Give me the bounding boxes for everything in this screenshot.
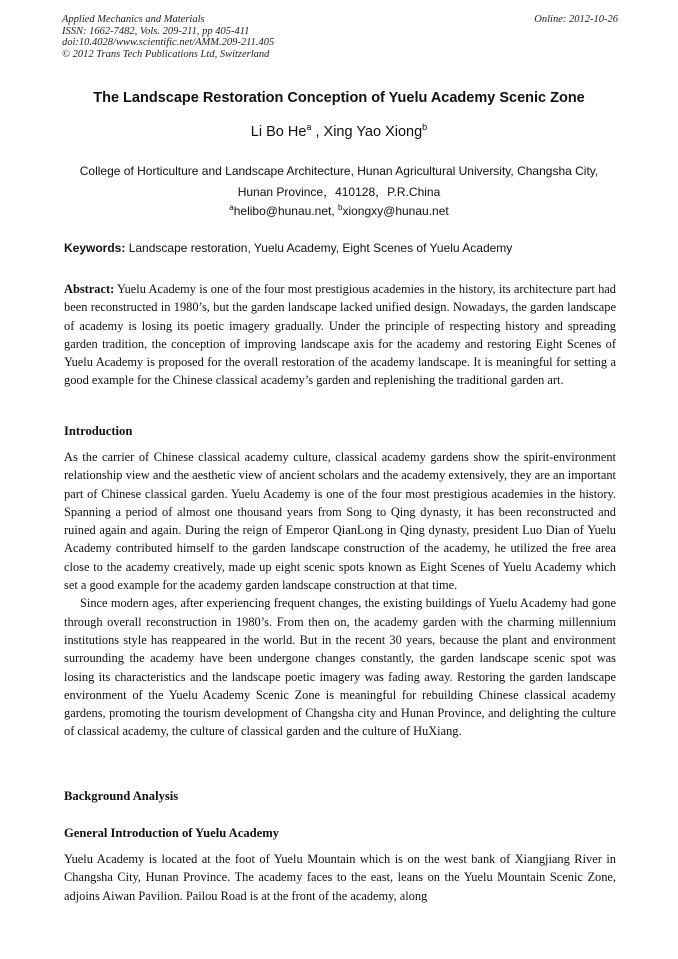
online-date: Online: 2012-10-26 [534, 14, 618, 25]
introduction-body [64, 448, 616, 741]
affiliation-line-1: College of Horticulture and Landscape Architecture, Hunan Agricultural University, Changsha City, [79, 164, 599, 178]
keywords [64, 241, 616, 255]
keywords-text: Landscape restoration, Yuelu Academy, Eight Scenes of Yuelu Academy [125, 241, 513, 255]
introduction-heading: Introduction [64, 424, 133, 438]
abstract-label: Abstract: [64, 282, 115, 296]
affiliation-line-2: Hunan Province，410128，P.R.China [237, 185, 441, 199]
journal-header [62, 14, 618, 60]
abstract [64, 280, 616, 390]
paper-title: The Landscape Restoration Conception of Yuelu Academy Scenic Zone [93, 90, 585, 106]
author-2: Xing Yao Xiong [323, 123, 423, 140]
keywords-label: Keywords: [64, 241, 126, 255]
author-line [40, 122, 638, 140]
abstract-text: Yuelu Academy is one of the four most prestigious academies in the history, its architecture part had been reconstructed in 1980’s, but the garden landscape lacked unified design. Nowadays, the garden landscape of academy is losing its poetic imagery gradually. Under the principle of respecting history and spreading garden tradition, the conception of improving landscape axis for the academy and restoring Eight Scenes of Yuelu Academy is proposed for the overall restoration of the academy landscape. It is meaningful for setting a good example for the Chinese classical academy’s garden and replenishing the traditional garden art. [64, 282, 616, 388]
affiliation [50, 161, 628, 203]
introduction-paragraph-2: Since modern ages, after experiencing frequent changes, the existing buildings of Yuelu Academy had gone through overall reconstruction in 1980’s. From then on, the academy garden with the charming millennium institutions style has reappeared in the world. But in the recent 30 years, because the plant and environment surrounding the academy have been undergone changes constantly, the garden landscape scenic spot was losing its characteristics and the landscape poetic imagery was fading away. Restoring the garden landscape environment of the Yuelu Academy Scenic Zone is meaningful for rebuilding Chinese classical academy gardens, promoting the tourism development of Changsha city and Hunan Province, and delighting the culture of classical academy, the culture of classical garden and the culture of HuXiang. [64, 596, 616, 739]
introduction-paragraph-1: As the carrier of Chinese classical academy culture, classical academy gardens show the spirit-environment relationship view and the aesthetic view of ancient scholars and the academy extensively, they are an important part of Chinese classical garden. Yuelu Academy is one of the four most prestigious academies in the history. Spanning a period of almost one thousand years from Song to Qing dynasty, it has been reconstructed and ruined again and again. During the reign of Emperor QianLong in Qing dynasty, president Luo Dian of Yuelu Academy contributed himself to the garden landscape construction of the academy, he utilized the free area close to the academy creatively, made up eight scenic spots known as Eight Scenes of Yuelu Academy which set a good example for the academy garden landscape construction at that time. [64, 450, 616, 593]
journal-name: Applied Mechanics and Materials [62, 14, 205, 25]
issn-line: ISSN: 1662-7482, Vols. 209-211, pp 405-411 [62, 25, 250, 37]
email-b-sup: b [338, 203, 343, 212]
email-line [40, 203, 638, 218]
author-1-sup: a [306, 122, 312, 132]
email-b: xiongxy@hunau.net [342, 204, 449, 218]
general-intro-paragraph-1: Yuelu Academy is located at the foot of Yuelu Mountain which is on the west bank of Xiangjiang River in Changsha City, Hunan Province. The academy faces to the east, leans on the Yuelu Mountain Scenic Zone, adjoins Aiwan Pavilion. Pailou Road is at the front of the academy, along [64, 852, 616, 903]
general-intro-heading: General Introduction of Yuelu Academy [64, 826, 280, 840]
background-heading: Background Analysis [64, 789, 179, 803]
email-a: helibo@hunau.net, [233, 204, 338, 218]
author-separator: , [311, 123, 324, 140]
general-intro-body [64, 850, 616, 905]
email-a-sup: a [229, 203, 234, 212]
author-2-sup: b [422, 122, 428, 132]
copyright-line: © 2012 Trans Tech Publications Ltd, Switzerland [62, 48, 270, 60]
author-1: Li Bo He [250, 123, 307, 140]
doi-line: doi:10.4028/www.scientific.net/AMM.209-211.405 [62, 37, 275, 48]
